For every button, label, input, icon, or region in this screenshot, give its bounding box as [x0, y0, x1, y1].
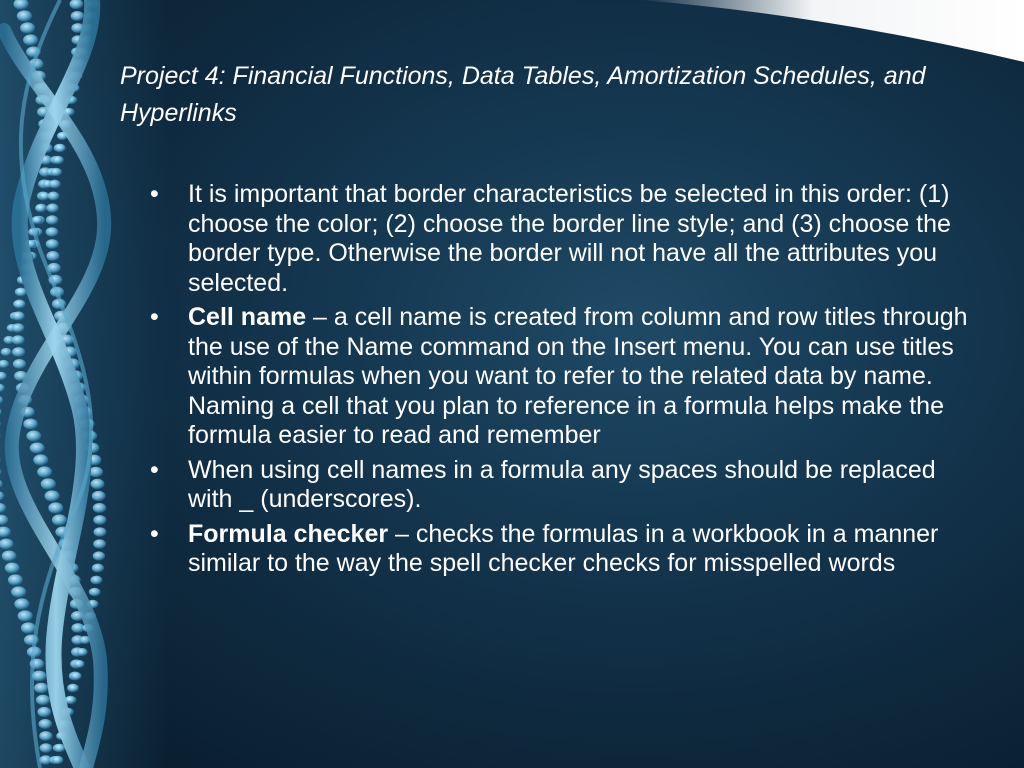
helix-bead: [49, 180, 61, 189]
helix-bead: [93, 515, 106, 525]
helix-bead: [35, 204, 46, 212]
helix-bead: [91, 479, 105, 489]
helix-bead: [8, 574, 23, 585]
helix-bead: [30, 443, 45, 454]
helix-bead: [12, 311, 24, 320]
helix-bead: [93, 539, 106, 548]
helix-bead: [54, 744, 65, 752]
helix-bead: [90, 576, 102, 585]
helix-bead: [11, 586, 26, 597]
helix-bead: [5, 563, 20, 574]
helix-bead: [34, 683, 48, 694]
helix-bead: [47, 192, 59, 201]
helix-bead: [37, 707, 51, 717]
helix-bead: [48, 502, 63, 513]
helix-bead: [17, 10, 32, 21]
helix-bead: [18, 610, 33, 621]
bullet-marker: •: [150, 303, 159, 331]
helix-bead: [45, 490, 60, 501]
helix-bead: [2, 551, 17, 562]
bullet-text: It is important that border characteristics be selected in this order: (1) choose the color; (2) choose the border line style; and (3) choose the border type. Otherwise the border will not have all the attributes you selected.: [188, 180, 951, 297]
bullet-item: [150, 456, 970, 515]
helix-bead: [12, 347, 25, 357]
helix-bead: [1, 348, 12, 356]
bullet-item: [150, 303, 970, 451]
helix-bead: [39, 719, 53, 729]
helix-bead: [89, 588, 101, 597]
helix-bead: [23, 34, 38, 45]
bullet-text: When using cell names in a formula any spaces should be replaced with _ (underscores).: [188, 455, 936, 513]
bullet-marker: •: [150, 455, 159, 484]
helix-bead: [46, 215, 59, 224]
bullet-term: Formula checker: [188, 519, 389, 548]
bullet-list: [150, 180, 970, 584]
helix-bead: [52, 756, 63, 764]
bullet-marker: •: [150, 519, 159, 548]
helix-bead: [40, 743, 53, 753]
helix-bead: [39, 731, 52, 741]
helix-bead: [71, 11, 85, 21]
helix-bead: [37, 466, 52, 477]
helix-bead: [14, 598, 29, 609]
helix-bead: [77, 648, 88, 656]
helix-bead: [93, 503, 107, 513]
helix-bead: [12, 335, 25, 345]
helix-bead: [50, 168, 62, 177]
bullet-item: [150, 520, 970, 579]
helix-bead: [68, 684, 79, 692]
helix-bead: [23, 419, 38, 430]
helix-bead: [52, 514, 67, 525]
helix-bead: [92, 564, 104, 573]
helix-bead: [33, 454, 48, 465]
bullet-item: [150, 180, 970, 298]
helix-bead: [12, 323, 25, 332]
helix-bead: [21, 622, 36, 633]
helix-bead: [26, 431, 41, 442]
bullet-text: – a cell name is created from column and row titles through the use of the Name command on the Insert menu. You can use titles within formulas when you want to refer to the related data by name. Naming a cell that you plan to reference in a formula helps make the formula easier to read and remember: [188, 303, 968, 449]
helix-bead: [36, 695, 50, 705]
helix-bead: [15, 288, 27, 297]
helix-bead: [46, 251, 59, 261]
helix-bead: [74, 660, 85, 668]
helix-bead: [94, 527, 107, 537]
helix-bead: [41, 478, 56, 489]
helix-bead: [52, 156, 63, 164]
helix-bead: [46, 239, 59, 249]
slide-title: Project 4: Financial Functions, Data Tables, Amortization Schedules, and Hyperlinks: [120, 62, 926, 127]
helix-bead: [92, 491, 106, 501]
helix-bead: [93, 551, 105, 560]
bullet-text: – checks the formulas in a workbook in a manner similar to the way the spell checker checks for misspelled words: [188, 519, 939, 577]
helix-bead: [13, 359, 26, 369]
helix-bead: [55, 144, 66, 152]
helix-bead: [20, 22, 35, 33]
bullet-term: Cell name: [188, 303, 307, 331]
white-swoosh-decoration: [640, 0, 1024, 62]
helix-bead: [46, 203, 58, 212]
bullet-marker: •: [150, 180, 159, 208]
helix-bead: [13, 300, 25, 309]
helix-bead: [46, 227, 59, 237]
helix-bead: [71, 672, 82, 680]
